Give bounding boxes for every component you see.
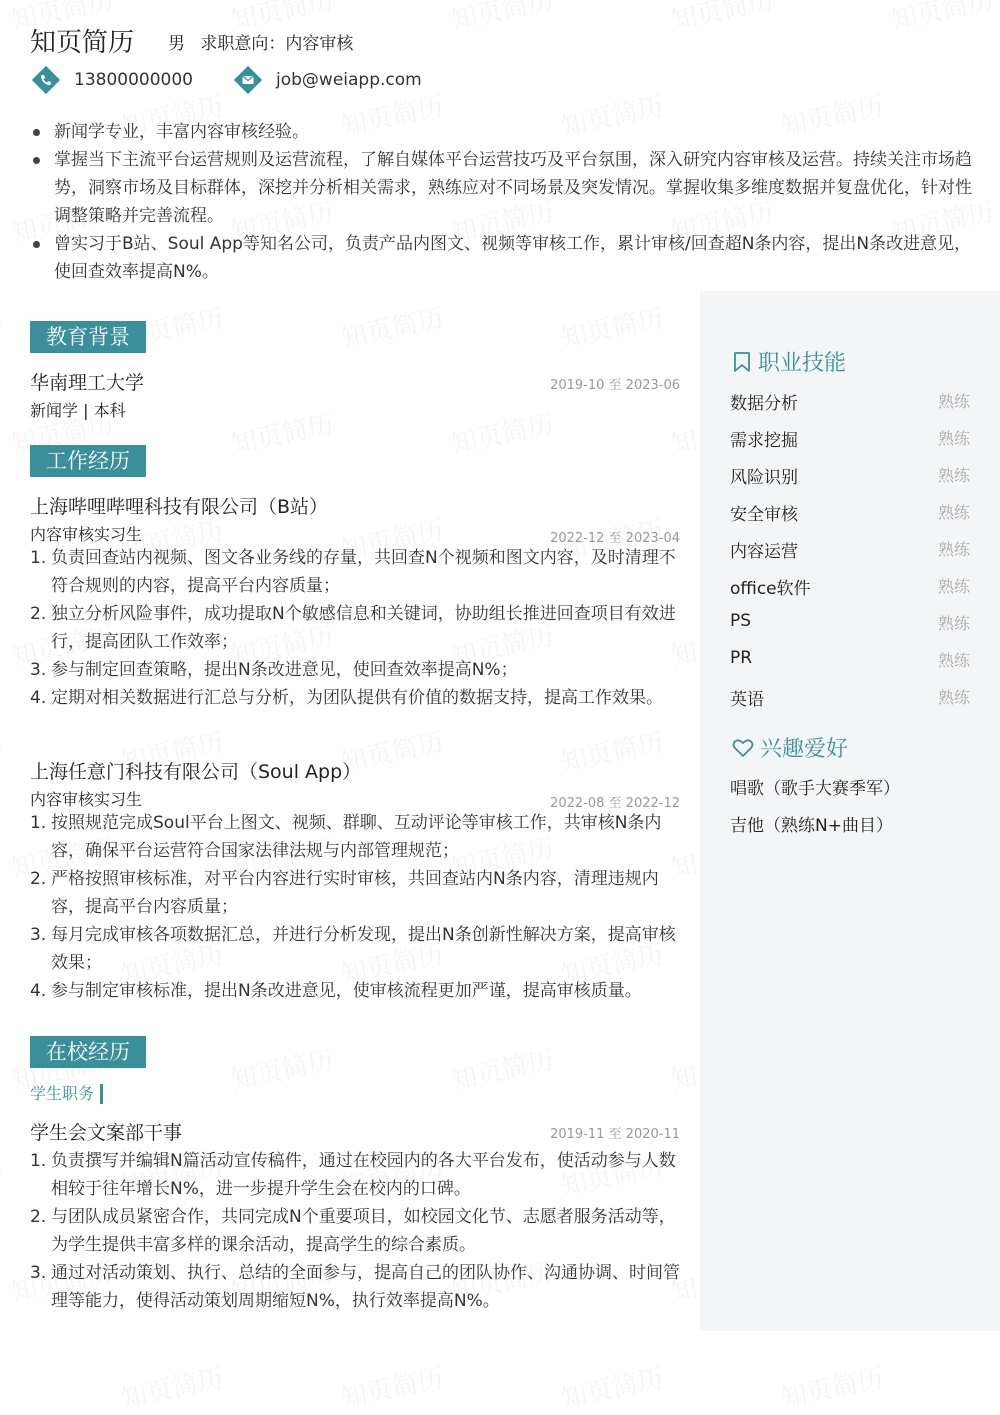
watermark-text (447, 0, 556, 37)
phone-number[interactable]: 13800000000 (74, 70, 193, 90)
job-role: 内容审核实习生 (30, 525, 143, 544)
skill-name: office软件 (730, 579, 811, 599)
watermark-text (557, 1358, 666, 1415)
heart-icon (732, 738, 754, 758)
skill-name: 英语 (730, 690, 764, 710)
skill-level: 熟练 (937, 540, 970, 559)
skill-name: 风险识别 (730, 468, 798, 488)
skill-level: 熟练 (937, 651, 970, 670)
duty-item: 3. 参与制定回查策略，提出N条改进意见，使回查效率提高N%； (30, 660, 518, 680)
watermark-text (227, 1040, 336, 1098)
watermark-text (337, 1358, 446, 1415)
skill-row (730, 463, 970, 488)
campus-position: 学生会文案部干事 (30, 1122, 183, 1144)
watermark-text (447, 1040, 556, 1098)
job-date: 2022-08 至 2022-12 (550, 796, 680, 811)
phone-contact (30, 70, 193, 90)
skill-name: 内容运营 (730, 542, 798, 562)
hobby-item: 唱歌（歌手大赛季军） (730, 779, 900, 799)
skill-level: 熟练 (937, 577, 970, 596)
hobbies-title-text: 兴趣爱好 (760, 737, 849, 762)
skill-level: 熟练 (937, 503, 970, 522)
campus-date: 2019-11 至 2020-11 (550, 1127, 680, 1142)
education-title: 教育背景 (30, 321, 146, 353)
skill-row (730, 500, 970, 525)
campus-duties (30, 1147, 680, 1315)
watermark-text (227, 404, 336, 462)
duty-item: 4. 参与制定审核标准，提出N条改进意见，使审核流程更加严谨，提高审核质量。 (30, 981, 642, 1001)
skill-row (730, 537, 970, 562)
gender: 男 (168, 34, 185, 54)
watermark-text (0, 298, 7, 356)
major-degree: 新闻学 | 本科 (30, 401, 126, 420)
hobby-item: 吉他（熟练N+曲目） (730, 816, 893, 836)
skills-title-text: 职业技能 (758, 351, 847, 376)
duty-item: 2. 严格按照审核标准，对平台内容进行实时审核，共回查站内N条内容，清理违规内容，提高平台内容质量； (30, 869, 659, 917)
skill-row (730, 574, 970, 599)
skill-level: 熟练 (937, 614, 970, 633)
skill-name: 数据分析 (730, 394, 798, 414)
skill-row (730, 648, 970, 671)
summary-item: 掌握当下主流平台运营规则及运营流程，了解自媒体平台运营技巧及平台氛围，深入研究内容审核及运营。持续关注市场趋势，洞察市场及目标群体，深挖并分析相关需求，熟练应对不同场景及突发情况。掌握收集多维度数据并复盘优化，针对性调整策略并完善流程。 (30, 146, 980, 230)
education-date: 2019-10 至 2023-06 (550, 378, 680, 393)
watermark-text (0, 934, 7, 992)
campus-tag: 学生职务 (30, 1084, 103, 1104)
duty-item: 2. 独立分析风险事件，成功提取N个敏感信息和关键词，协助组长推进回查项目有效进行，提高团队工作效率； (30, 604, 676, 652)
email-contact (232, 70, 422, 90)
school-name: 华南理工大学 (30, 372, 145, 394)
skill-level: 熟练 (937, 688, 970, 707)
watermark-text (777, 1358, 886, 1415)
skill-level: 熟练 (937, 429, 970, 448)
watermark-text (667, 0, 776, 37)
summary-list (30, 118, 980, 286)
job-intention: 求职意向：内容审核 (200, 34, 354, 54)
watermark-text (0, 510, 7, 568)
job-duties (30, 544, 680, 712)
skill-row (730, 685, 970, 710)
duty-item: 3. 每月完成审核各项数据汇总，并进行分析发现，提出N条创新性解决方案，提高审核效果； (30, 925, 676, 973)
job-role: 内容审核实习生 (30, 790, 143, 809)
duty-item: 3. 通过对活动策划、执行、总结的全面参与，提高自己的团队协作、沟通协调、时间管理等能力，使得活动策划周期缩短N%，执行效率提高N%。 (30, 1263, 680, 1311)
skill-name: 安全审核 (730, 505, 798, 525)
work-title: 工作经历 (30, 445, 146, 477)
sidebar (700, 291, 1000, 1331)
duty-item: 1. 按照规范完成Soul平台上图文、视频、群聊、互动评论等审核工作，共审核N条内容，确保平台运营符合国家法律法规与内部管理规范； (30, 813, 662, 861)
email-address[interactable]: job@weiapp.com (276, 70, 422, 90)
company-name: 上海哔哩哔哩科技有限公司（B站） (30, 496, 329, 518)
watermark-text (337, 298, 446, 356)
bookmark-icon (732, 351, 752, 373)
skill-level: 熟练 (937, 466, 970, 485)
watermark-text (887, 0, 996, 37)
watermark-text (0, 1146, 7, 1204)
skill-name: PR (730, 648, 753, 668)
job-date: 2022-12 至 2023-04 (550, 531, 680, 546)
watermark-text (557, 722, 666, 780)
duty-item: 1. 负责撰写并编辑N篇活动宣传稿件，通过在校园内的各大平台发布，使活动参与人数相较于往年增长N%，进一步提升学生会在校内的口碑。 (30, 1151, 676, 1199)
summary-item: 新闻学专业，丰富内容审核经验。 (30, 118, 980, 146)
skill-name: 需求挖掘 (730, 431, 798, 451)
skill-row (730, 611, 970, 634)
watermark-text (0, 86, 7, 144)
skill-level: 熟练 (937, 392, 970, 411)
duty-item: 1. 负责回查站内视频、图文各业务线的存量，共回查N个视频和图文内容，及时清理不符合规则的内容，提高平台内容质量； (30, 548, 676, 596)
skills-title (732, 346, 846, 377)
skill-name: PS (730, 611, 752, 631)
hobbies-title (732, 732, 848, 763)
duty-item: 4. 定期对相关数据进行汇总与分析，为团队提供有价值的数据支持，提高工作效果。 (30, 688, 663, 708)
skill-row (730, 426, 970, 451)
candidate-meta (168, 29, 363, 54)
phone-icon (32, 66, 60, 94)
skill-row (730, 389, 970, 414)
company-name: 上海任意门科技有限公司（Soul App） (30, 761, 362, 783)
campus-title: 在校经历 (30, 1036, 146, 1068)
job-duties (30, 809, 680, 1005)
email-icon (234, 66, 262, 94)
watermark-text (557, 298, 666, 356)
watermark-text (117, 1358, 226, 1415)
duty-item: 2. 与团队成员紧密合作，共同完成N个重要项目，如校园文化节、志愿者服务活动等，为学生提供丰富多样的课余活动，提高学生的综合素质。 (30, 1207, 676, 1255)
watermark-text (0, 722, 7, 780)
watermark-text (447, 404, 556, 462)
watermark-text (0, 1358, 7, 1415)
candidate-name: 知页简历 (30, 28, 135, 58)
summary-item: 曾实习于B站、Soul App等知名公司，负责产品内图文、视频等审核工作，累计审核/回查超N条内容，提出N条改进意见，使回查效率提高N%。 (30, 230, 980, 286)
